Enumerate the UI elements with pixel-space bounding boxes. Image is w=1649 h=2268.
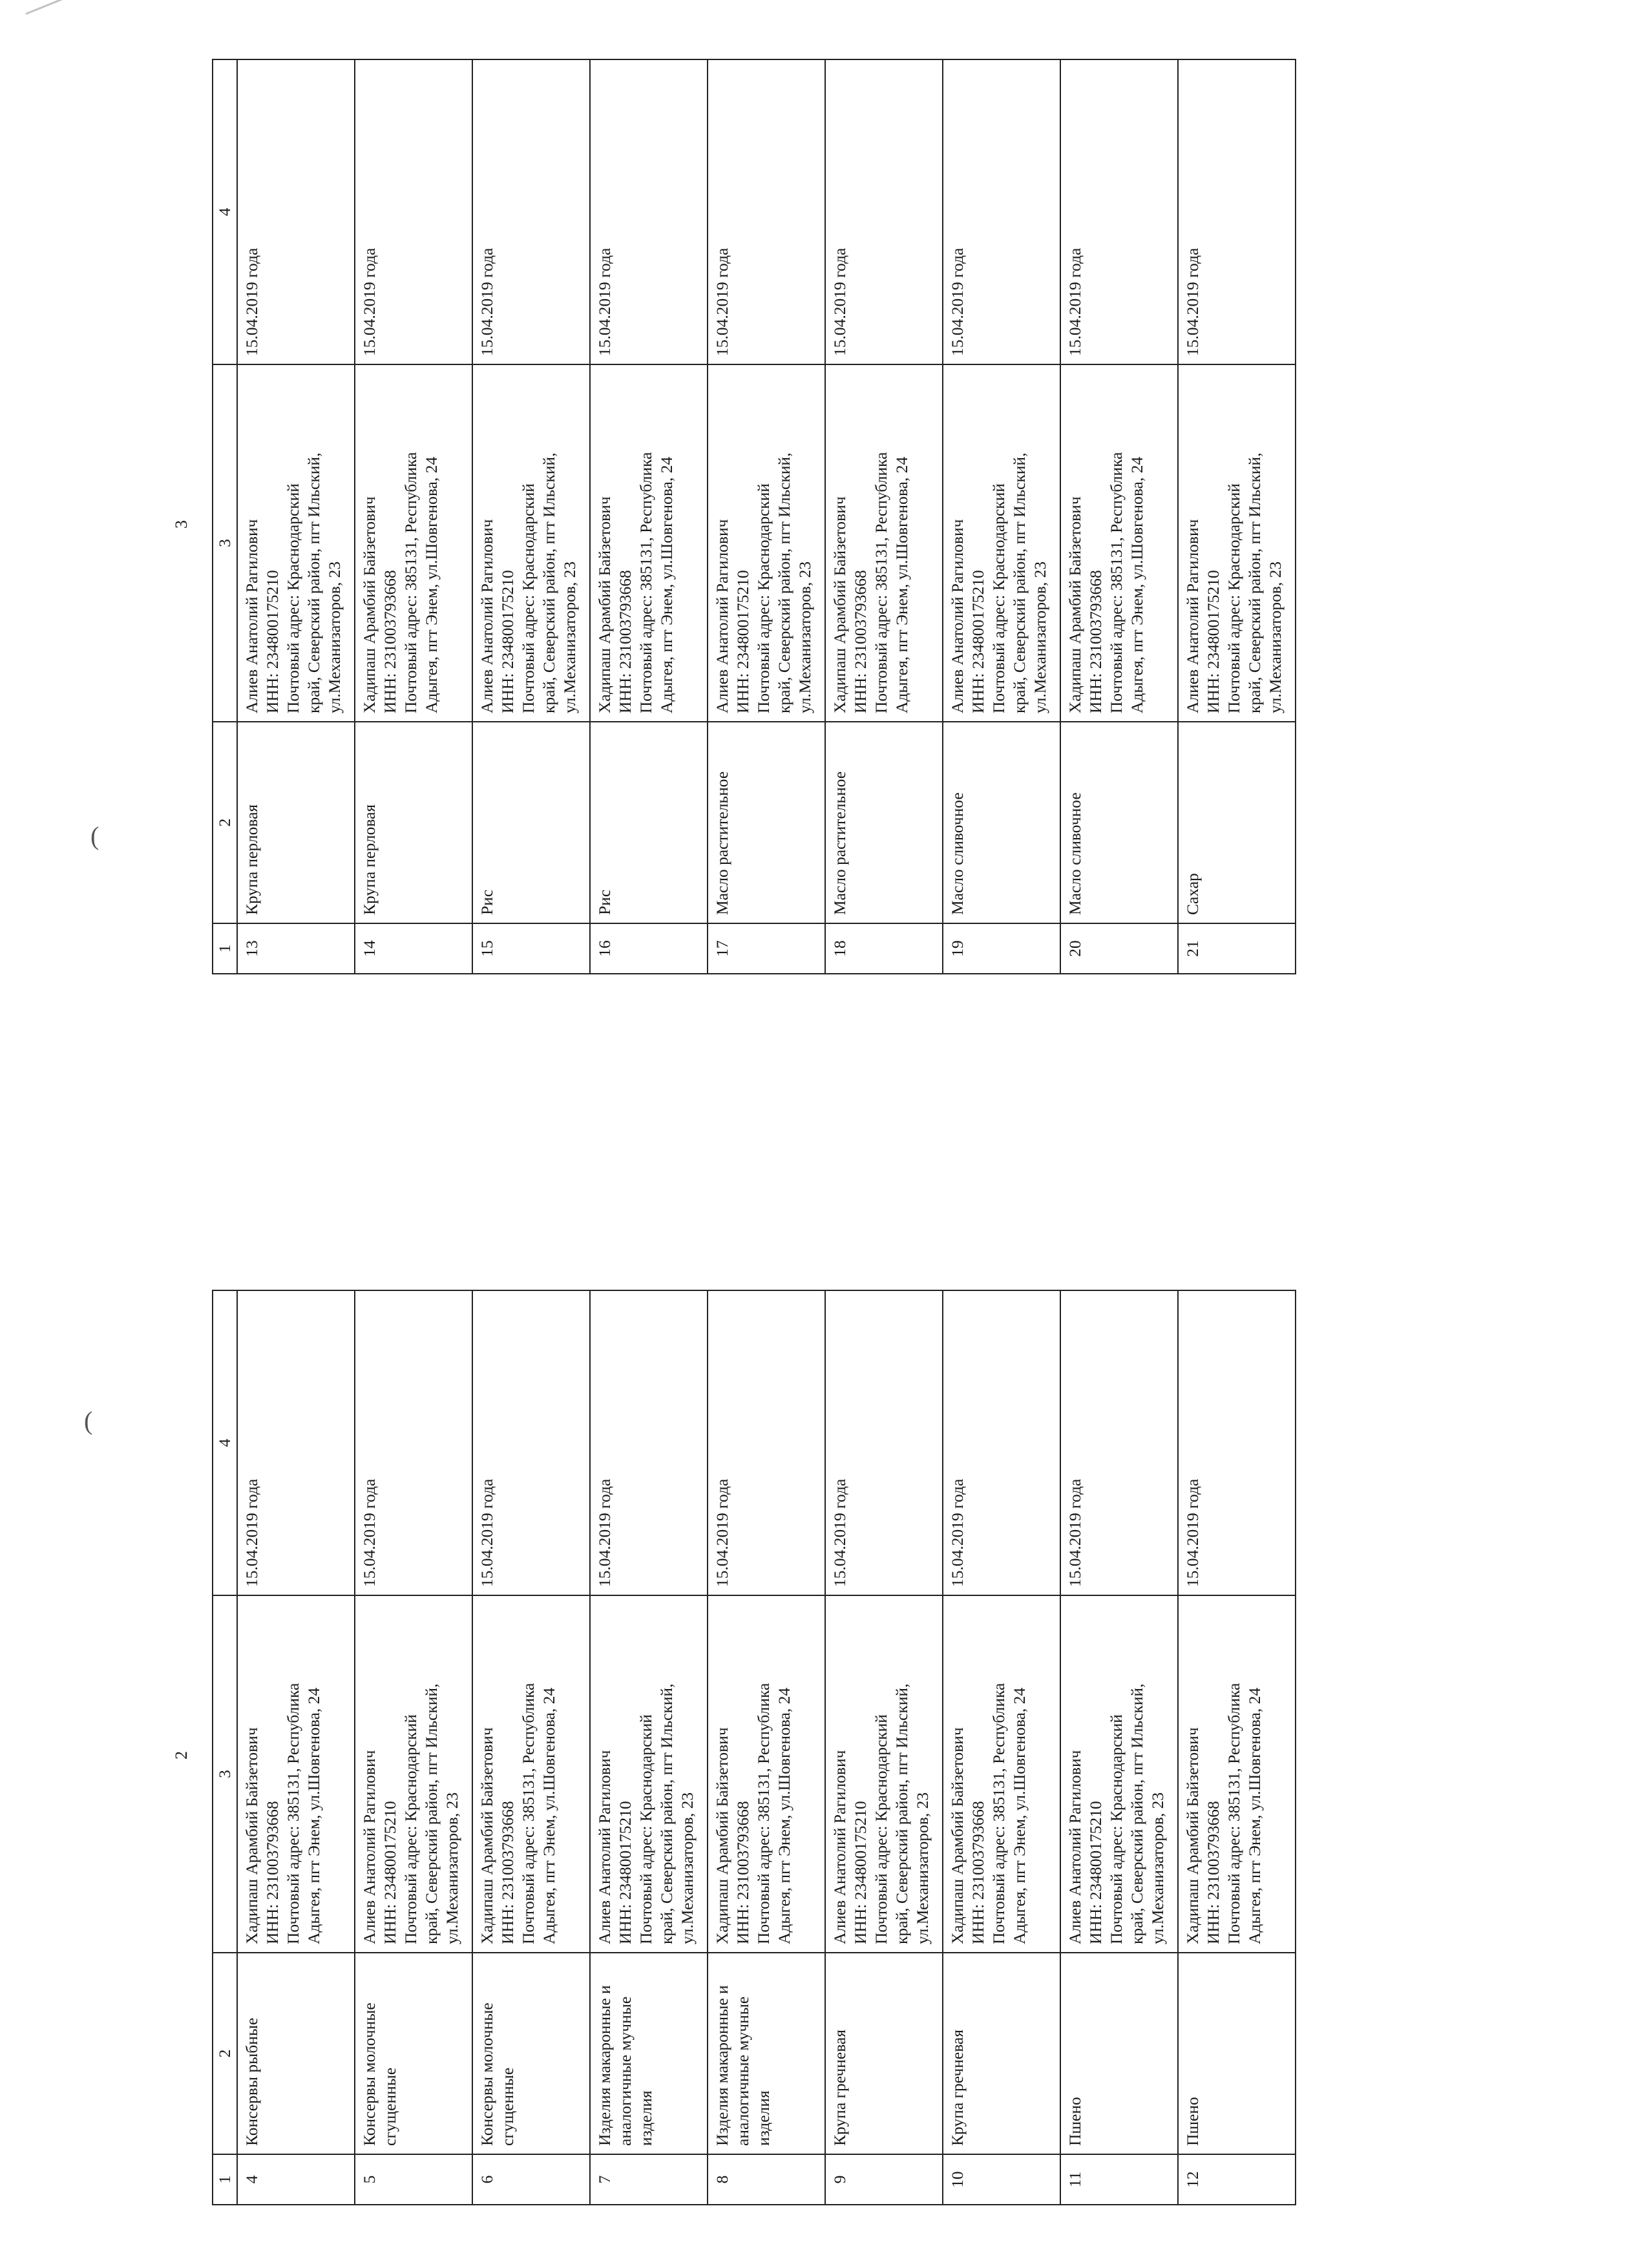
supplier-cell (355, 1595, 472, 1953)
product-name-cell: Крупа перловая (237, 722, 355, 923)
supplier-line: Почтовый адрес: 385131, Республика (519, 1683, 538, 1944)
header-cell: 1 (213, 923, 237, 974)
supplier-line: Почтовый адрес: 385131, Республика (636, 452, 655, 713)
supplier-cell (1060, 1595, 1178, 1953)
supplier-line: Адыгея, пгт Энем, ул.Шовгенова, 24 (422, 456, 441, 713)
date-cell: 15.04.2019 года (1060, 1290, 1178, 1595)
supplier-line: Почтовый адрес: 385131, Республика (1224, 1683, 1243, 1944)
header-cell: 3 (213, 1595, 237, 1953)
row-number-cell: 19 (943, 923, 1060, 974)
scan-smudge: ( (84, 1406, 93, 1435)
row-number-cell: 13 (237, 923, 355, 974)
supplier-line: Алиев Анатолий Рагилович (360, 1750, 379, 1944)
table-row (1060, 1290, 1178, 2205)
supplier-line: Почтовый адрес: Краснодарский (1107, 1714, 1126, 1944)
date-cell: 15.04.2019 года (943, 59, 1060, 364)
supplier-line: ИНН: 231003793668 (616, 570, 635, 713)
supplier-line: ИНН: 234800175210 (969, 570, 987, 713)
date-cell: 15.04.2019 года (1178, 59, 1296, 364)
supplier-line: Адыгея, пгт Энем, ул.Шовгенова, 24 (1128, 456, 1146, 713)
supplier-line: ИНН: 231003793668 (1086, 570, 1105, 713)
supplier-cell (708, 364, 825, 722)
supplier-cell (237, 1595, 355, 1953)
product-name-cell: Пшено (1060, 1953, 1178, 2154)
supplier-line: Хадипаш Арамбий Байзетович (1183, 1727, 1202, 1944)
date-cell: 15.04.2019 года (590, 59, 708, 364)
table-row (943, 1290, 1060, 2205)
table-row (472, 59, 590, 974)
supplier-line: ИНН: 234800175210 (381, 1801, 399, 1944)
date-cell: 15.04.2019 года (237, 59, 355, 364)
table-row (355, 59, 472, 974)
supplier-cell (472, 1595, 590, 1953)
supplier-line: ИНН: 234800175210 (616, 1801, 635, 1944)
date-cell: 15.04.2019 года (355, 1290, 472, 1595)
row-number-cell: 16 (590, 923, 708, 974)
supplier-line: ИНН: 231003793668 (1204, 1801, 1223, 1944)
date-cell: 15.04.2019 года (472, 59, 590, 364)
supplier-line: Почтовый адрес: Краснодарский (872, 1714, 890, 1944)
table-row (472, 1290, 590, 2205)
row-number-cell: 12 (1178, 2154, 1296, 2205)
header-cell: 1 (213, 2154, 237, 2205)
supplier-cell (355, 364, 472, 722)
date-cell: 15.04.2019 года (1178, 1290, 1296, 1595)
supplier-line: ИНН: 231003793668 (851, 570, 870, 713)
row-number-cell: 9 (825, 2154, 943, 2205)
date-cell: 15.04.2019 года (1060, 59, 1178, 364)
supplier-line: Хадипаш Арамбий Байзетович (713, 1727, 731, 1944)
row-number-cell: 15 (472, 923, 590, 974)
date-cell: 15.04.2019 года (825, 1290, 943, 1595)
row-number-cell: 10 (943, 2154, 1060, 2205)
date-cell: 15.04.2019 года (708, 1290, 825, 1595)
supplier-line: ул.Механизаторов, 23 (1031, 561, 1049, 713)
product-table (212, 1290, 1296, 2205)
supplier-line: ИНН: 234800175210 (498, 570, 517, 713)
supplier-line: Почтовый адрес: Краснодарский (401, 1714, 420, 1944)
supplier-line: край, Северский район, пгт Ильский, (1128, 1683, 1146, 1944)
supplier-line: Адыгея, пгт Энем, ул.Шовгенова, 24 (1010, 1687, 1029, 1944)
supplier-line: Адыгея, пгт Энем, ул.Шовгенова, 24 (892, 456, 911, 713)
table-row (825, 1290, 943, 2205)
supplier-line: Алиев Анатолий Рагилович (713, 519, 731, 713)
supplier-line: Адыгея, пгт Энем, ул.Шовгенова, 24 (775, 1687, 793, 1944)
table-row (1178, 1290, 1296, 2205)
supplier-line: ул.Механизаторов, 23 (678, 1792, 697, 1944)
supplier-line: ул.Механизаторов, 23 (560, 561, 579, 713)
supplier-cell (1060, 364, 1178, 722)
product-name-cell: Консервы рыбные (237, 1953, 355, 2154)
date-cell: 15.04.2019 года (825, 59, 943, 364)
supplier-line: Почтовый адрес: 385131, Республика (754, 1683, 773, 1944)
supplier-line: ИНН: 234800175210 (851, 1801, 870, 1944)
supplier-line: Адыгея, пгт Энем, ул.Шовгенова, 24 (304, 1687, 323, 1944)
supplier-cell (590, 1595, 708, 1953)
supplier-line: край, Северский район, пгт Ильский, (304, 452, 323, 713)
supplier-line: Почтовый адрес: Краснодарский (989, 483, 1008, 713)
supplier-line: Почтовый адрес: Краснодарский (636, 1714, 655, 1944)
row-number-cell: 17 (708, 923, 825, 974)
supplier-line: край, Северский район, пгт Ильский, (422, 1683, 441, 1944)
supplier-line: Хадипаш Арамбий Байзетович (948, 1727, 967, 1944)
supplier-cell (825, 1595, 943, 1953)
page-number: 2 (172, 1751, 191, 1759)
supplier-line: Адыгея, пгт Энем, ул.Шовгенова, 24 (1245, 1687, 1264, 1944)
page-block-2 (172, 1291, 1296, 2205)
product-name-cell: Консервы молочные сгущенные (355, 1953, 472, 2154)
row-number-cell: 6 (472, 2154, 590, 2205)
product-name-cell: Крупа гречневая (943, 1953, 1060, 2154)
supplier-line: край, Северский район, пгт Ильский, (1010, 452, 1029, 713)
supplier-line: Почтовый адрес: Краснодарский (754, 483, 773, 713)
supplier-cell (1178, 364, 1296, 722)
product-name-cell: Масло растительное (708, 722, 825, 923)
supplier-line: Почтовый адрес: 385131, Республика (989, 1683, 1008, 1944)
supplier-line: ул.Механизаторов, 23 (325, 561, 344, 713)
supplier-line: ИНН: 231003793668 (381, 570, 399, 713)
supplier-line: ул.Механизаторов, 23 (443, 1792, 461, 1944)
date-cell: 15.04.2019 года (237, 1290, 355, 1595)
supplier-line: край, Северский район, пгт Ильский, (775, 452, 793, 713)
scan-smudge: ( (90, 821, 100, 850)
header-cell: 4 (213, 59, 237, 364)
table-row (1178, 59, 1296, 974)
supplier-line: Алиев Анатолий Рагилович (478, 519, 496, 713)
table-row (1060, 59, 1178, 974)
supplier-line: Хадипаш Арамбий Байзетович (242, 1727, 261, 1944)
table-row (590, 1290, 708, 2205)
row-number-cell: 5 (355, 2154, 472, 2205)
supplier-cell (825, 364, 943, 722)
supplier-cell (590, 364, 708, 722)
supplier-line: Почтовый адрес: Краснодарский (1224, 483, 1243, 713)
row-number-cell: 11 (1060, 2154, 1178, 2205)
supplier-line: Почтовый адрес: Краснодарский (284, 483, 302, 713)
date-cell: 15.04.2019 года (590, 1290, 708, 1595)
product-name-cell: Масло сливочное (1060, 722, 1178, 923)
supplier-line: ИНН: 234800175210 (263, 570, 282, 713)
supplier-line: ИНН: 231003793668 (969, 1801, 987, 1944)
page-block-3 (172, 60, 1296, 974)
supplier-line: ул.Механизаторов, 23 (913, 1792, 932, 1944)
table-row (237, 59, 355, 974)
supplier-line: край, Северский район, пгт Ильский, (540, 452, 558, 713)
product-name-cell: Крупа гречневая (825, 1953, 943, 2154)
scan-artifact (25, 0, 140, 15)
supplier-line: край, Северский район, пгт Ильский, (1245, 452, 1264, 713)
table-row (825, 59, 943, 974)
supplier-line: Почтовый адрес: 385131, Республика (284, 1683, 302, 1944)
product-name-cell: Пшено (1178, 1953, 1296, 2154)
date-cell: 15.04.2019 года (472, 1290, 590, 1595)
supplier-line: ИНН: 231003793668 (263, 1801, 282, 1944)
supplier-line: Алиев Анатолий Рагилович (595, 1750, 614, 1944)
supplier-cell (1178, 1595, 1296, 1953)
supplier-line: Хадипаш Арамбий Байзетович (1066, 496, 1084, 713)
supplier-cell (943, 364, 1060, 722)
supplier-line: Алиев Анатолий Рагилович (1183, 519, 1202, 713)
product-name-cell: Консервы молочные сгущенные (472, 1953, 590, 2154)
table-row (943, 59, 1060, 974)
supplier-line: ИНН: 234800175210 (1204, 570, 1223, 713)
row-number-cell: 7 (590, 2154, 708, 2205)
supplier-line: ИНН: 231003793668 (498, 1801, 517, 1944)
header-row (213, 59, 237, 974)
supplier-cell (237, 364, 355, 722)
supplier-cell (472, 364, 590, 722)
supplier-line: Хадипаш Арамбий Байзетович (830, 496, 849, 713)
supplier-line: Хадипаш Арамбий Байзетович (478, 1727, 496, 1944)
header-row (213, 1290, 237, 2205)
product-table (212, 59, 1296, 974)
table-row (237, 1290, 355, 2205)
supplier-line: Алиев Анатолий Рагилович (830, 1750, 849, 1944)
supplier-line: Алиев Анатолий Рагилович (1066, 1750, 1084, 1944)
table-row (355, 1290, 472, 2205)
supplier-line: ул.Механизаторов, 23 (795, 561, 814, 713)
supplier-line: ИНН: 234800175210 (1086, 1801, 1105, 1944)
header-cell: 2 (213, 1953, 237, 2154)
product-name-cell: Крупа перловая (355, 722, 472, 923)
product-name-cell: Масло сливочное (943, 722, 1060, 923)
row-number-cell: 18 (825, 923, 943, 974)
row-number-cell: 4 (237, 2154, 355, 2205)
supplier-line: Почтовый адрес: Краснодарский (519, 483, 538, 713)
supplier-line: ИНН: 234800175210 (733, 570, 752, 713)
supplier-line: Алиев Анатолий Рагилович (948, 519, 967, 713)
table-row (708, 1290, 825, 2205)
supplier-line: Алиев Анатолий Рагилович (242, 519, 261, 713)
header-cell: 2 (213, 722, 237, 923)
supplier-line: ул.Механизаторов, 23 (1148, 1792, 1167, 1944)
supplier-line: край, Северский район, пгт Ильский, (892, 1683, 911, 1944)
supplier-line: ул.Механизаторов, 23 (1266, 561, 1285, 713)
product-name-cell: Изделия макаронные и аналогичные мучные изделия (708, 1953, 825, 2154)
table-row (590, 59, 708, 974)
product-name-cell: Масло растительное (825, 722, 943, 923)
row-number-cell: 14 (355, 923, 472, 974)
row-number-cell: 20 (1060, 923, 1178, 974)
product-name-cell: Изделия макаронные и аналогичные мучные изделия (590, 1953, 708, 2154)
header-cell: 4 (213, 1290, 237, 1595)
date-cell: 15.04.2019 года (943, 1290, 1060, 1595)
product-name-cell: Сахар (1178, 722, 1296, 923)
header-cell: 3 (213, 364, 237, 722)
supplier-line: край, Северский район, пгт Ильский, (657, 1683, 676, 1944)
date-cell: 15.04.2019 года (355, 59, 472, 364)
supplier-cell (943, 1595, 1060, 1953)
supplier-line: ИНН: 231003793668 (733, 1801, 752, 1944)
table-row (708, 59, 825, 974)
product-name-cell: Рис (590, 722, 708, 923)
supplier-line: Почтовый адрес: 385131, Республика (872, 452, 890, 713)
supplier-line: Почтовый адрес: 385131, Республика (401, 452, 420, 713)
supplier-cell (708, 1595, 825, 1953)
date-cell: 15.04.2019 года (708, 59, 825, 364)
row-number-cell: 8 (708, 2154, 825, 2205)
supplier-line: Адыгея, пгт Энем, ул.Шовгенова, 24 (657, 456, 676, 713)
supplier-line: Адыгея, пгт Энем, ул.Шовгенова, 24 (540, 1687, 558, 1944)
page-number: 3 (172, 520, 191, 529)
supplier-line: Почтовый адрес: 385131, Республика (1107, 452, 1126, 713)
supplier-line: Хадипаш Арамбий Байзетович (360, 496, 379, 713)
supplier-line: Хадипаш Арамбий Байзетович (595, 496, 614, 713)
product-name-cell: Рис (472, 722, 590, 923)
row-number-cell: 21 (1178, 923, 1296, 974)
